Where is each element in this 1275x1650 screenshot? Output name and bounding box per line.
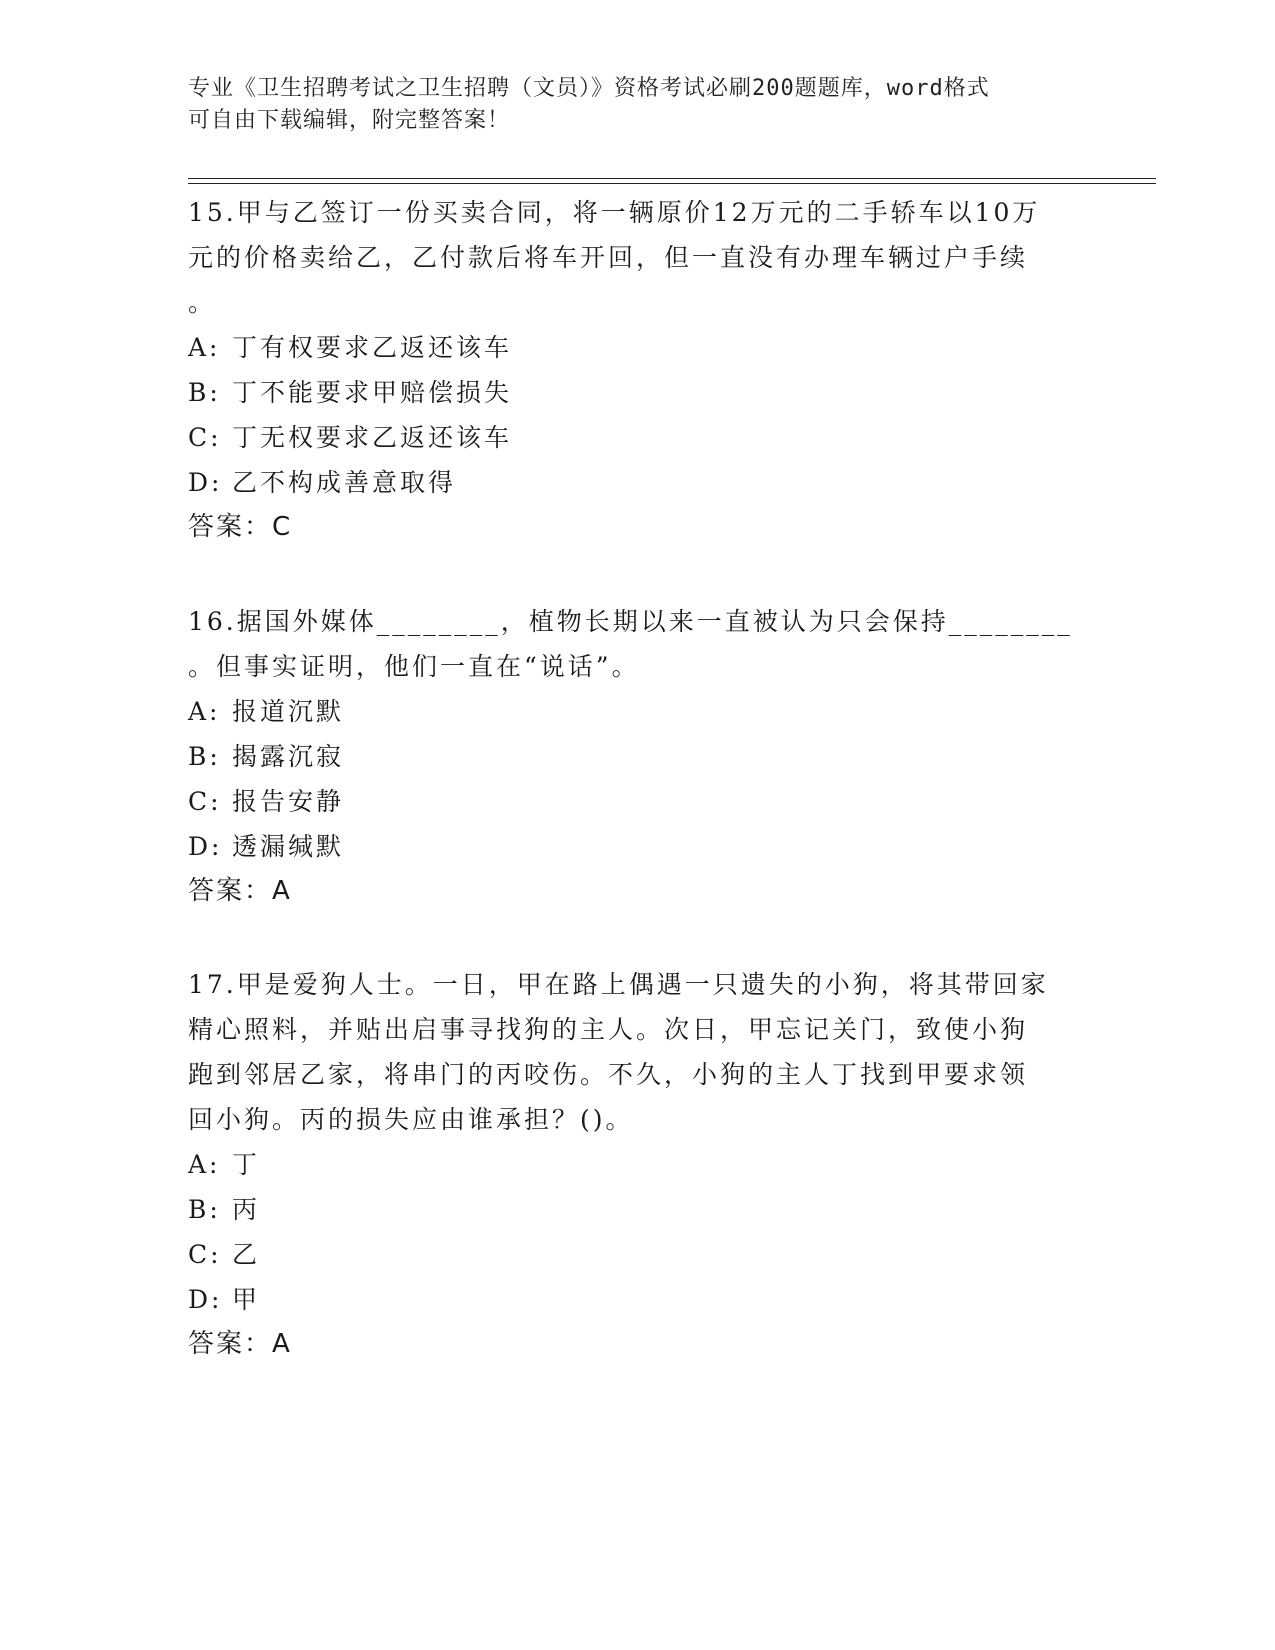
option-letter: C: — [188, 1240, 222, 1269]
option-list — [188, 689, 1068, 869]
option-b — [188, 370, 1068, 415]
question-stem — [188, 962, 1068, 1142]
header-line: 可自由下载编辑，附完整答案！ — [188, 108, 511, 133]
stem-line: 。但事实证明，他们一直在“说话”。 — [188, 652, 640, 681]
option-text: 丁 — [232, 1150, 261, 1179]
option-text: 揭露沉寂 — [232, 742, 345, 771]
stem-line: 元的价格卖给乙，乙付款后将车开回，但一直没有办理车辆过户手续 — [188, 243, 1029, 272]
option-text: 丙 — [232, 1195, 261, 1224]
stem-line: 回小狗。丙的损失应由谁承担？()。 — [188, 1105, 634, 1134]
stem-line: 16.据国外媒体________，植物长期以来一直被认为只会保持________ — [188, 607, 1073, 636]
option-letter: C: — [188, 787, 222, 816]
option-d — [188, 824, 1068, 869]
option-letter: B: — [188, 1195, 221, 1224]
stem-line: 17.甲是爱狗人士。一日，甲在路上偶遇一只遗失的小狗，将其带回家 — [188, 970, 1049, 999]
option-letter: A: — [188, 1150, 221, 1179]
header-divider-top — [188, 178, 1156, 179]
document-header — [188, 73, 1068, 137]
option-list — [188, 1142, 1068, 1322]
answer-line: 答案：A — [188, 1329, 292, 1359]
answer-line: 答案：A — [188, 876, 292, 906]
option-text: 乙 — [232, 1240, 261, 1269]
option-c — [188, 415, 1068, 460]
option-a — [188, 1142, 1068, 1187]
option-d — [188, 1277, 1068, 1322]
header-divider-bottom — [188, 183, 1156, 184]
option-letter: D: — [188, 832, 223, 861]
option-letter: D: — [188, 1285, 223, 1314]
option-letter: B: — [188, 742, 221, 771]
stem-line: 跑到邻居乙家，将串门的丙咬伤。不久，小狗的主人丁找到甲要求领 — [188, 1060, 1029, 1089]
option-text: 报道沉默 — [232, 697, 345, 726]
question-17 — [188, 962, 1068, 1367]
question-stem — [188, 599, 1073, 689]
option-text: 甲 — [232, 1285, 261, 1314]
option-text: 丁不能要求甲赔偿损失 — [232, 378, 513, 407]
option-d — [188, 460, 1068, 505]
header-line: 专业《卫生招聘考试之卫生招聘（文员）》资格考试必刷200题题库，word格式 — [188, 76, 990, 101]
option-b — [188, 734, 1068, 779]
option-text: 丁有权要求乙返还该车 — [232, 333, 513, 362]
stem-line: 15.甲与乙签订一份买卖合同，将一辆原价12万元的二手轿车以10万 — [188, 198, 1041, 227]
option-text: 透漏缄默 — [232, 832, 345, 861]
option-letter: A: — [188, 333, 221, 362]
option-text: 丁无权要求乙返还该车 — [232, 423, 513, 452]
question-16 — [188, 599, 1073, 914]
answer-line: 答案：C — [188, 512, 293, 542]
option-text: 报告安静 — [232, 787, 345, 816]
option-c — [188, 779, 1068, 824]
option-letter: A: — [188, 697, 221, 726]
option-letter: D: — [188, 468, 223, 497]
option-list — [188, 325, 1068, 505]
option-text: 乙不构成善意取得 — [232, 468, 457, 497]
option-c — [188, 1232, 1068, 1277]
option-letter: B: — [188, 378, 221, 407]
stem-line: 精心照料，并贴出启事寻找狗的主人。次日，甲忘记关门，致使小狗 — [188, 1015, 1029, 1044]
question-stem — [188, 190, 1068, 325]
stem-line: 。 — [188, 288, 217, 317]
option-b — [188, 1187, 1068, 1232]
option-letter: C: — [188, 423, 222, 452]
option-a — [188, 325, 1068, 370]
option-a — [188, 689, 1068, 734]
question-15 — [188, 190, 1068, 550]
